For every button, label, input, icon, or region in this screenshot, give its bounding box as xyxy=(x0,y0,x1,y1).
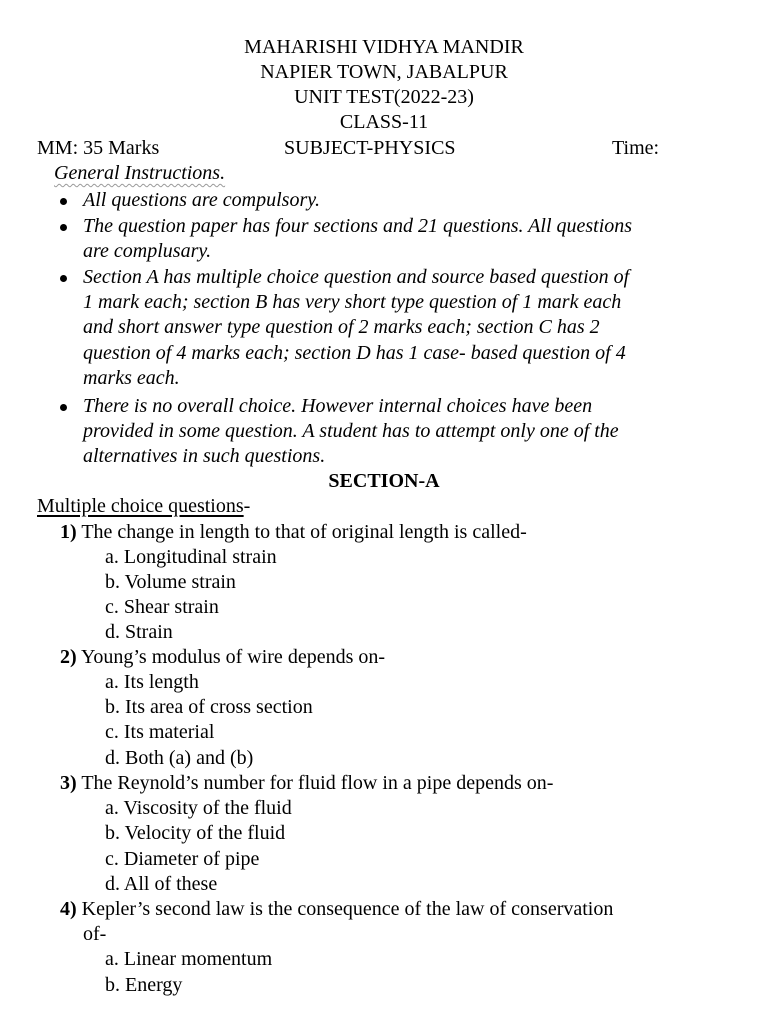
test-name: UNIT TEST(2022-23) xyxy=(294,86,474,108)
question-4 xyxy=(60,897,613,922)
question-1 xyxy=(60,520,527,545)
option: a. Viscosity of the fluid xyxy=(105,797,292,819)
instructions-heading xyxy=(54,161,225,186)
question-number: 3) xyxy=(60,772,77,794)
mcq-subheading-text: Multiple choice questions xyxy=(37,495,244,517)
instruction-line: All questions are compulsory. xyxy=(83,189,321,211)
instruction-line: provided in some question. A student has to attempt only one of the xyxy=(83,420,619,442)
question-number: 1) xyxy=(60,521,77,543)
max-marks: MM: 35 Marks xyxy=(37,137,160,159)
question-number: 2) xyxy=(60,646,77,668)
instruction-line: 1 mark each; section B has very short type question of 1 mark each xyxy=(83,291,622,313)
option: d. Strain xyxy=(105,621,173,643)
class-label: CLASS-11 xyxy=(339,111,429,133)
instruction-line: Section A has multiple choice question and source based question of xyxy=(83,266,630,288)
option: b. Volume strain xyxy=(105,571,236,593)
option: a. Longitudinal strain xyxy=(105,546,277,568)
question-2 xyxy=(60,645,385,670)
question-number: 4) xyxy=(60,898,77,920)
option: b. Its area of cross section xyxy=(105,696,313,718)
question-text: The Reynold’s number for fluid flow in a pipe depends on- xyxy=(81,772,554,794)
instruction-line: The question paper has four sections and 21 questions. All questions xyxy=(83,215,633,237)
instruction-line: and short answer type question of 2 marks each; section C has 2 xyxy=(83,316,600,338)
option: b. Energy xyxy=(105,974,183,996)
option: c. Shear strain xyxy=(105,596,219,618)
bullet-icon xyxy=(60,275,67,282)
instruction-line: question of 4 marks each; section D has 1 case- based question of 4 xyxy=(83,342,626,364)
mcq-subheading xyxy=(37,494,250,519)
bullet-icon xyxy=(60,198,67,205)
question-text-continued: of- xyxy=(83,923,107,945)
question-text: Kepler’s second law is the consequence of the law of conservation xyxy=(81,898,614,920)
school-location: NAPIER TOWN, JABALPUR xyxy=(260,61,508,83)
subject-label: SUBJECT-PHYSICS xyxy=(284,137,456,159)
bullet-icon xyxy=(60,224,67,231)
mcq-subheading-dash: - xyxy=(243,495,251,517)
school-name: MAHARISHI VIDHYA MANDIR xyxy=(244,36,524,58)
question-text: Young’s modulus of wire depends on- xyxy=(80,646,386,668)
option: a. Linear momentum xyxy=(105,948,273,970)
instructions-heading-text: General Instructions. xyxy=(54,162,226,184)
option: d. Both (a) and (b) xyxy=(105,747,254,769)
instruction-line: There is no overall choice. However internal choices have been xyxy=(83,395,593,417)
question-3 xyxy=(60,771,553,796)
option: b. Velocity of the fluid xyxy=(105,822,286,844)
bullet-icon xyxy=(60,404,67,411)
time-label: Time: xyxy=(612,137,660,159)
section-a-title: SECTION-A xyxy=(328,470,440,492)
question-text: The change in length to that of original length is called- xyxy=(81,521,527,543)
instruction-line: marks each. xyxy=(83,367,180,389)
option: c. Its material xyxy=(105,721,215,743)
option: c. Diameter of pipe xyxy=(105,848,260,870)
instruction-line: are complusary. xyxy=(83,240,212,262)
option: a. Its length xyxy=(105,671,199,693)
option: d. All of these xyxy=(105,873,218,895)
instruction-line: alternatives in such questions. xyxy=(83,445,326,467)
